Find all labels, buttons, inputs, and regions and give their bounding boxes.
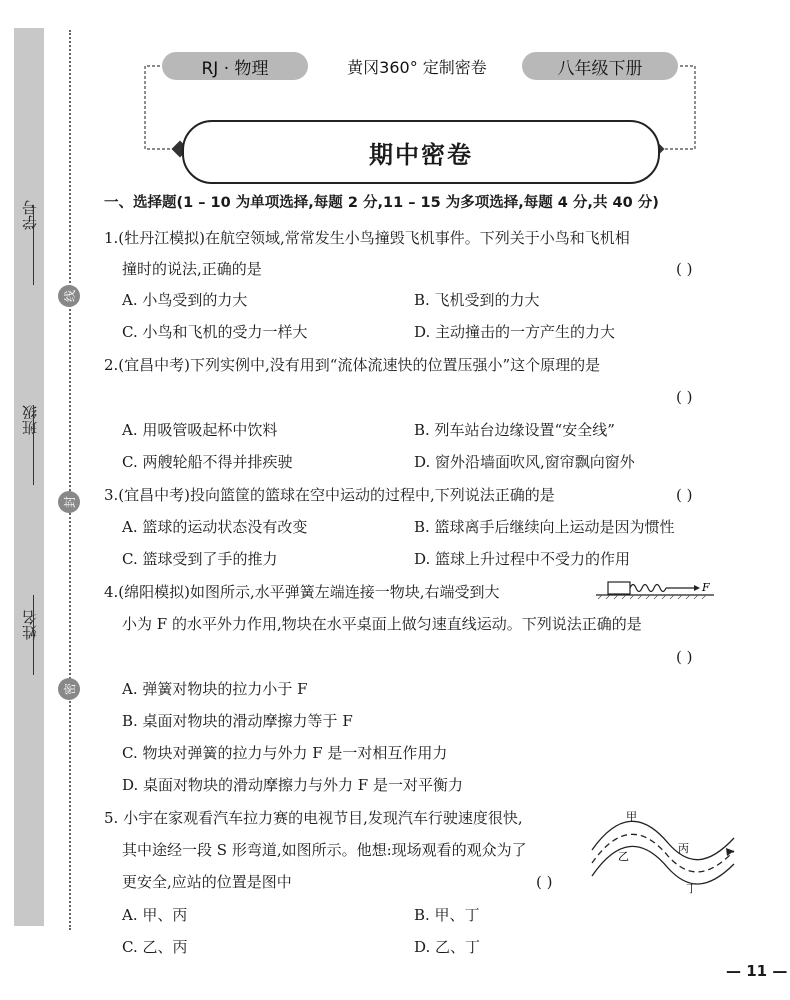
q5-option-a: A. 甲、丙 — [122, 906, 188, 924]
binding-dotted-line — [69, 30, 71, 930]
q5-label-ding: 丁 — [686, 882, 697, 895]
q5-option-d: D. 乙、丁 — [414, 938, 481, 956]
q4-option-b: B. 桌面对物块的滑动摩擦力等于 F — [122, 712, 353, 730]
q5-option-c: C. 乙、丙 — [122, 938, 188, 956]
q4-force-label: F — [702, 581, 710, 594]
section-title: 一、选择题(1 – 10 为单项选择,每题 2 分,11 – 15 为多项选择,每题 4 分,共 40 分) — [104, 195, 659, 211]
q2-option-b: B. 列车站台边缘设置“安全线” — [414, 421, 615, 439]
q3-option-b: B. 篮球离手后继续向上运动是因为惯性 — [414, 518, 675, 536]
q5-stem-line3: 更安全,应站的位置是图中 — [122, 873, 292, 891]
q3-option-d: D. 篮球上升过程中不受力的作用 — [414, 550, 631, 568]
q4-option-d: D. 桌面对物块的滑动摩擦力与外力 F 是一对平衡力 — [122, 776, 463, 794]
q1-stem-line1: 1.(牡丹江模拟)在航空领域,常常发生小鸟撞毁飞机事件。下列关于小鸟和飞机相 — [104, 229, 630, 247]
q4-stem-line1: 4.(绵阳模拟)如图所示,水平弹簧左端连接一物块,右端受到大 — [104, 583, 500, 601]
grade-badge: 八年级下册 — [522, 52, 678, 80]
student-id-underline — [33, 205, 34, 285]
q4-spring — [630, 585, 666, 592]
q3-option-c: C. 篮球受到了手的推力 — [122, 550, 278, 568]
q4-stem-line2: 小为 F 的水平外力作用,物块在水平桌面上做匀速直线运动。下列说法正确的是 — [122, 615, 642, 633]
student-id-label: 学号 — [20, 200, 39, 230]
cut-mark-secret: 密 — [58, 678, 80, 700]
q4-spring-figure — [596, 578, 716, 600]
q1-stem-line2: 撞时的说法,正确的是 — [122, 260, 262, 278]
q5-option-b: B. 甲、丁 — [414, 906, 480, 924]
student-id-field[interactable] — [14, 200, 44, 310]
name-field[interactable] — [14, 610, 44, 720]
cut-mark-line: 线 — [58, 285, 80, 307]
q2-option-c: C. 两艘轮船不得并排疾驶 — [122, 453, 293, 471]
q3-stem-line1: 3.(宜昌中考)投向篮筐的篮球在空中运动的过程中,下列说法正确的是 — [104, 486, 555, 504]
subject-badge: RJ · 物理 — [162, 52, 308, 80]
q2-option-d: D. 窗外沿墙面吹风,窗帘飘向窗外 — [414, 453, 635, 471]
q1-option-a: A. 小鸟受到的力大 — [122, 291, 248, 309]
q5-label-bing: 丙 — [678, 842, 689, 855]
q1-option-d: D. 主动撞击的一方产生的力大 — [414, 323, 616, 341]
q5-label-jia: 甲 — [626, 810, 637, 823]
name-underline — [33, 595, 34, 675]
q4-answer-paren[interactable]: ( ) — [676, 648, 693, 666]
q2-stem-line1: 2.(宜昌中考)下列实例中,没有用到“流体流速快的位置压强小”这个原理的是 — [104, 356, 601, 374]
q5-answer-paren[interactable]: ( ) — [536, 873, 553, 891]
class-field[interactable] — [14, 405, 44, 515]
q5-stem-line2: 其中途经一段 S 形弯道,如图所示。他想:现场观看的观众为了 — [122, 841, 527, 859]
q2-answer-paren[interactable]: ( ) — [676, 388, 693, 406]
class-label: 班级 — [20, 405, 39, 435]
q5-s-curve-figure — [588, 808, 738, 898]
q3-answer-paren[interactable]: ( ) — [676, 486, 693, 504]
q4-block — [608, 582, 630, 594]
q4-option-c: C. 物块对弹簧的拉力与外力 F 是一对相互作用力 — [122, 744, 448, 762]
q5-road-lower-edge — [592, 846, 734, 884]
page-number: — 11 — — [726, 962, 788, 980]
q5-stem-line1: 5. 小宇在家观看汽车拉力赛的电视节目,发现汽车行驶速度很快, — [104, 809, 523, 827]
q2-option-a: A. 用吸管吸起杯中饮料 — [122, 421, 278, 439]
name-label: 姓名 — [20, 610, 39, 640]
q4-arrowhead — [694, 585, 700, 591]
q4-option-a: A. 弹簧对物块的拉力小于 F — [122, 680, 308, 698]
class-underline — [33, 405, 34, 485]
q5-label-yi: 乙 — [618, 850, 629, 863]
q1-option-b: B. 飞机受到的力大 — [414, 291, 540, 309]
q3-option-a: A. 篮球的运动状态没有改变 — [122, 518, 308, 536]
exam-title: 期中密卷 — [182, 120, 660, 184]
series-title: 黄冈360° 定制密卷 — [347, 57, 487, 77]
q1-option-c: C. 小鸟和飞机的受力一样大 — [122, 323, 308, 341]
q1-answer-paren[interactable]: ( ) — [676, 260, 693, 278]
cut-mark-seal: 封 — [58, 491, 80, 513]
